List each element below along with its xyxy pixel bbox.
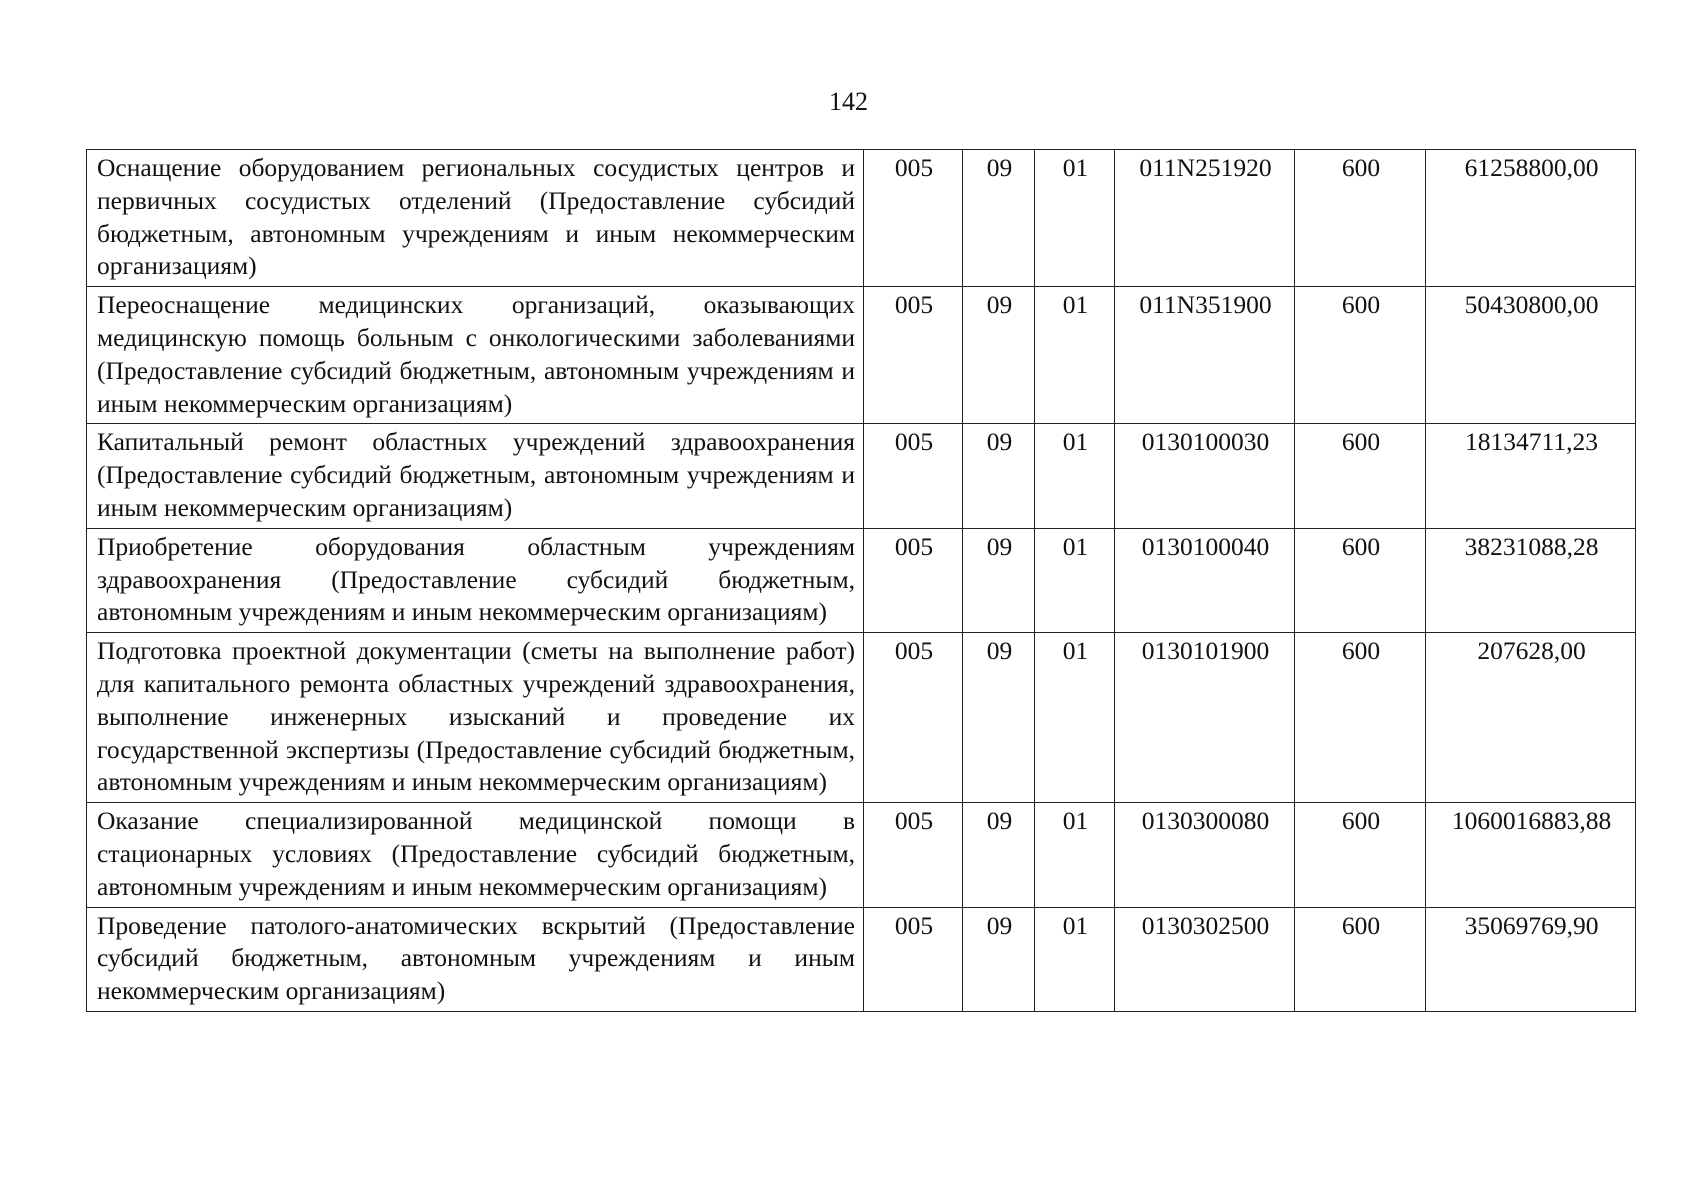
section-code: 09: [963, 150, 1035, 287]
subsection-code: 01: [1035, 424, 1115, 528]
amount-value: 207628,00: [1426, 633, 1636, 803]
amount-value: 50430800,00: [1426, 287, 1636, 424]
ministry-code: 005: [864, 150, 963, 287]
table-row: [87, 150, 1636, 287]
ministry-code: 005: [864, 424, 963, 528]
section-code: 09: [963, 287, 1035, 424]
subsection-code: 01: [1035, 907, 1115, 1011]
page-number: 142: [829, 87, 868, 116]
ministry-code: 005: [864, 528, 963, 632]
ministry-code: 005: [864, 907, 963, 1011]
row-description: Проведение патолого-анатомических вскрытий (Предоставление субсидий бюджетным, автономным учреждениям и иным некоммерческим организациям): [87, 907, 864, 1011]
expense-type-code: 600: [1295, 424, 1426, 528]
subsection-code: 01: [1035, 287, 1115, 424]
amount-value: 1060016883,88: [1426, 803, 1636, 907]
row-description: Подготовка проектной документации (сметы на выполнение работ) для капитального ремонта областных учреждений здравоохранения, выполнение инженерных изысканий и проведение их государственной экспертизы (Предоставление субсидий бюджетным, автономным учреждениям и иным некоммерческим организациям): [87, 633, 864, 803]
target-article-code: 011N351900: [1115, 287, 1295, 424]
expense-type-code: 600: [1295, 287, 1426, 424]
target-article-code: 011N251920: [1115, 150, 1295, 287]
row-description: Переоснащение медицинских организаций, оказывающих медицинскую помощь больным с онкологическими заболеваниями (Предоставление субсидий бюджетным, автономным учреждениям и иным некоммерческим организациям): [87, 287, 864, 424]
target-article-code: 0130302500: [1115, 907, 1295, 1011]
section-code: 09: [963, 907, 1035, 1011]
table-row: [87, 907, 1636, 1011]
section-code: 09: [963, 424, 1035, 528]
subsection-code: 01: [1035, 803, 1115, 907]
section-code: 09: [963, 528, 1035, 632]
amount-value: 18134711,23: [1426, 424, 1636, 528]
expense-type-code: 600: [1295, 528, 1426, 632]
target-article-code: 0130101900: [1115, 633, 1295, 803]
expense-type-code: 600: [1295, 633, 1426, 803]
amount-value: 61258800,00: [1426, 150, 1636, 287]
ministry-code: 005: [864, 633, 963, 803]
section-code: 09: [963, 803, 1035, 907]
target-article-code: 0130300080: [1115, 803, 1295, 907]
subsection-code: 01: [1035, 150, 1115, 287]
budget-table: [86, 149, 1636, 1012]
expense-type-code: 600: [1295, 803, 1426, 907]
row-description: Капитальный ремонт областных учреждений здравоохранения (Предоставление субсидий бюджетным, автономным учреждениям и иным некоммерческим организациям): [87, 424, 864, 528]
subsection-code: 01: [1035, 528, 1115, 632]
ministry-code: 005: [864, 287, 963, 424]
row-description: Приобретение оборудования областным учреждениям здравоохранения (Предоставление субсидий бюджетным, автономным учреждениям и иным некоммерческим организациям): [87, 528, 864, 632]
expense-type-code: 600: [1295, 150, 1426, 287]
table-row: [87, 803, 1636, 907]
amount-value: 38231088,28: [1426, 528, 1636, 632]
row-description: Оказание специализированной медицинской помощи в стационарных условиях (Предоставление субсидий бюджетным, автономным учреждениям и иным некоммерческим организациям): [87, 803, 864, 907]
table-row: [87, 424, 1636, 528]
section-code: 09: [963, 633, 1035, 803]
subsection-code: 01: [1035, 633, 1115, 803]
ministry-code: 005: [864, 803, 963, 907]
table-row: [87, 633, 1636, 803]
expense-type-code: 600: [1295, 907, 1426, 1011]
table-row: [87, 528, 1636, 632]
amount-value: 35069769,90: [1426, 907, 1636, 1011]
table-row: [87, 287, 1636, 424]
target-article-code: 0130100040: [1115, 528, 1295, 632]
row-description: Оснащение оборудованием региональных сосудистых центров и первичных сосудистых отделений (Предоставление субсидий бюджетным, автономным учреждениям и иным некоммерческим организациям): [87, 150, 864, 287]
target-article-code: 0130100030: [1115, 424, 1295, 528]
